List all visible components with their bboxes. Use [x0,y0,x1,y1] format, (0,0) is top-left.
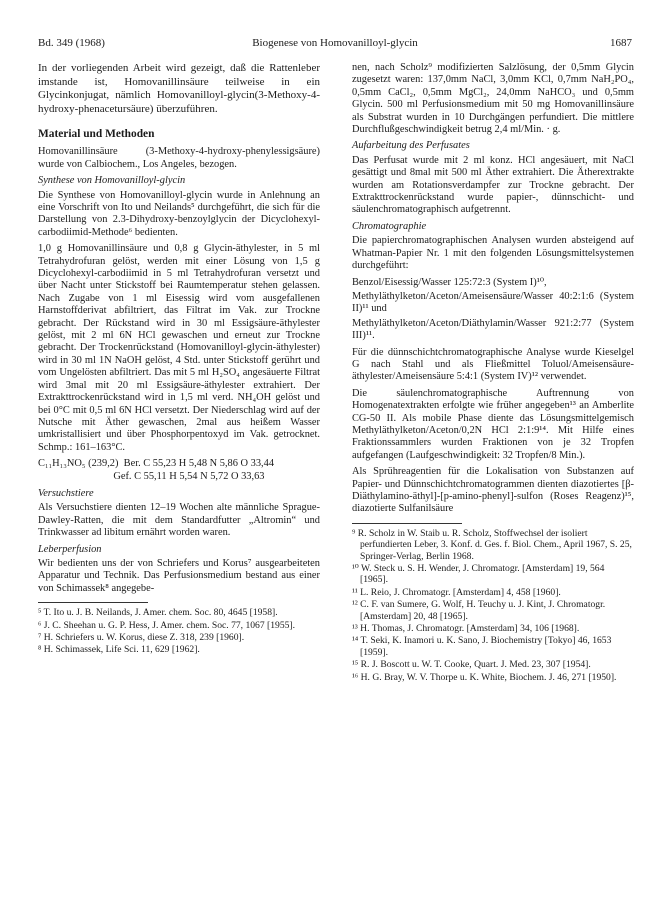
footnote: ¹⁶ H. G. Bray, W. V. Thorpe u. K. White, Biochem. J. 46, 271 [1950]. [352,671,617,683]
perfusion-medium-paragraph: nen, nach Scholz⁹ modifizierten Salzlösung, der 0,5mm Glycin zugesetzt waren: 137,0mm NaCl, 3,0mm KCl, 0,7mm NaH₂PO₄, 0,5mm CaCl₂, 0,5mm MgCl₂, 24,0mm NaHCO₃ und 0,5mm Glycin. 500 ml Perfusionsmedium mit 50 mg Homovanillinsäure als Substrat wurden in 10 Durchgängen perfundiert. Die mittlere Durchflußgeschwindigkeit betrug 2,4 ml/Min. · g. [352,62,634,136]
footnote: ⁸ H. Schimassek, Life Sci. 11, 629 [1962]. [38,644,200,656]
running-header [38,36,632,52]
chromatographie-paragraph-2: Für die dünnschichtchromatographische Analyse wurde Kieselgel G nach Stahl und als Fließmittel Toluol/Ameisensäure-äthylester/Ameisensäure 5:4:1 (System IV)¹² verwendet. [352,346,634,383]
chromatographie-paragraph-4: Als Sprühreagentien für die Lokalisation von Substanzen auf Papier- und Dünnschichtchromatogrammen dienten diazotiertes [β-Diäthylamino-äthyl]-[p-amino-phenyl]-sulfon (Roses Reagenz)¹⁵, diazotierte Sulfanilsäure [352,466,634,515]
footnote: ⁷ H. Schriefers u. W. Korus, diese Z. 318, 239 [1960]. [38,632,245,643]
aufarbeitung-paragraph: Das Perfusat wurde mit 2 ml konz. HCl angesäuert, mit NaCl gesättigt und 8mal mit 500 ml Äther extrahiert. Die Ätherextrakte wurden am Rotationsverdampfer zur Trockne gebracht. Der Extrakttrockenrückstand wurde papier-, dünnschicht- und säulenchromatographisch aufgetrennt. [352,154,634,216]
footnotes-right [352,528,634,683]
footnote: ⁶ J. C. Sheehan u. G. P. Hess, J. Amer. chem. Soc. 77, 1067 [1955]. [38,619,296,631]
footnote: ¹⁵ R. J. Boscott u. W. T. Cooke, Quart. J. Med. 23, 307 [1954]. [352,659,591,671]
footnote: ⁹ R. Scholz in W. Staib u. R. Scholz, Stoffwechsel der isoliert perfundierten Leber, 3. Konf. d. Ges. f. Biol. Chem., April 1967, S. 25, Springer-Verlag, Berlin 1968. [352,527,632,562]
intro-paragraph: In der vorliegenden Arbeit wird gezeigt, daß die Rattenleber imstande ist, Homovanillinsäure teilweise in ein Glycinkonjugat, nämlich Homovanilloyl-glycin(3-Methoxy-4-hydroxy-phenacetursäure) überzuführen. [38,62,320,115]
leberperfusion-paragraph: Wir bedienten uns der von Schriefers und Korus⁷ ausgearbeiteten Apparatur und Technik. Das Perfusionsmedium bestand aus einer von Schimassek⁸ angegebe- [38,557,320,594]
subheading-leberperfusion: Leberperfusion [38,543,102,555]
footnote-divider [38,602,148,603]
solvent-system-2: Methyläthylketon/Aceton/Ameisensäure/Wasser 40:2:1:6 (System II)¹¹ und [352,290,634,315]
materials-paragraph: Homovanillinsäure (3-Methoxy-4-hydroxy-phenylessigsäure) wurde von Calbiochem., Los Angeles, bezogen. [38,146,320,170]
footnote: ¹⁴ T. Seki, K. Inamori u. K. Sano, J. Biochemistry [Tokyo] 46, 1653 [1959]. [352,635,612,658]
subheading-versuchstiere: Versuchstiere [38,487,94,499]
formula-calculated: C₁₁H₁₃NO₅ (239,2) Ber. C 55,23 H 5,48 N 5,86 O 33,44 [38,458,275,470]
synthese-paragraph-2: 1,0 g Homovanillinsäure und 0,8 g Glycin-äthylester, in 5 ml Tetrahydrofuran gelöst, werden mit einer Lösung von 1,5 g Dicyclohexyl-carbodiimid in 5 ml Tetrahydrofuran versetzt und über Nacht unter Stickstoff bei Raumtemperatur stehen gelassen. Nach Zugabe von 1 ml Eisessig wird vom ausgefallenen Harnstoffderivat abfiltriert, das Filtrat im Vak. zur Trockne gebracht. Der Rückstand wird in 30 ml Essigsäure-äthylester gelöst, mit 2 ml 6N HCl gewaschen und erneut zur Trockne gebracht. Der Trockenrückstand (Homovanilloyl-glycin-äthylester) wird in 30 ml 1N NaOH gelöst, 4 Std. unter Stickstoff gerührt und vom Ungelösten abfiltriert. Das mit 5 ml H₂SO₄ angesäuerte Filtrat wird 3mal mit 20 ml Essigsäure-äthylester extrahiert. Der Extrakttrockenrückstand wird in 1,5 ml verd. NH₄OH gelöst und bei 0°C mit 0,5 ml 6N HCl versetzt. Der Niederschlag wird auf der Nutsche mit Äther gewaschen, 2mal aus heißem Wasser umkristallisiert und über Phosphorpentoxyd im Vak. getrocknet. Schmp.: 161–163°C. [38,243,320,453]
subheading-synthese: Synthese von Homovanilloyl-glycin [38,175,186,187]
left-column [38,62,320,657]
footnote: ⁵ T. Ito u. J. B. Neilands, J. Amer. chem. Soc. 80, 4645 [1958]. [38,607,278,619]
solvent-system-3: Methyläthylketon/Aceton/Diäthylamin/Wasser 921:2:77 (System III)¹¹. [352,317,634,342]
footnote: ¹³ H. Thomas, J. Chromatogr. [Amsterdam] 34, 106 [1968]. [352,623,580,635]
subheading-aufarbeitung: Aufarbeitung des Perfusates [352,140,470,152]
footnote-divider [352,523,462,524]
chromatographie-paragraph-3: Die säulenchromatographische Auftrennung von Homogenatextrakten erfolgte wie früher angegeben¹³ an Amberlite CG-50 II. Als mobile Phase diente das Lösungsmittelgemisch Methyläthylketon/Aceton/0,2N HCl 2:1:9¹⁴. Mit Hilfe eines Fraktionssammlers wurden Fraktionen von je 32 Tropfen aufgefangen (Laufgeschwindigkeit: 32 Tropfen/8 Min.). [352,387,634,461]
elemental-analysis [38,458,320,483]
footnote: ¹¹ L. Reio, J. Chromatogr. [Amsterdam] 4, 458 [1960]. [352,586,561,598]
section-heading: Material und Methoden [38,128,155,141]
versuchstiere-paragraph: Als Versuchstiere dienten 12–19 Wochen alte männliche Sprague-Dawley-Ratten, die mit dem Standardfutter „Altromin“ und Trinkwasser ad libitum ernährt worden waren. [38,502,320,539]
footnote: ¹² C. F. van Sumere, G. Wolf, H. Teuchy u. J. Kint, J. Chromatogr. [Amsterdam] 20, 48 [1965]. [352,599,606,622]
footnote: ¹⁰ W. Steck u. S. H. Wender, J. Chromatogr. [Amsterdam] 19, 564 [1965]. [352,563,605,586]
synthese-paragraph-1: Die Synthese von Homovanilloyl-glycin wurde in Anlehnung an eine Vorschrift von Ito und Neilands⁵ durchgeführt, die sich für die Darstellung von 2.3-Dihydroxy-benzoylglycin der Dicyclohexyl-carbodiimid-Methode⁶ bedienten. [38,189,320,238]
chromatographie-paragraph-1: Die papierchromatographischen Analysen wurden absteigend auf Whatman-Papier Nr. 1 mit den folgenden Lösungsmittelsystemen durchgeführt: [352,235,634,272]
volume-info: Bd. 349 (1968) [38,37,105,49]
footnotes-left [38,607,320,656]
running-title: Biogenese von Homovanilloyl-glycin [252,37,418,49]
page-number: 1687 [610,37,632,49]
right-column [352,62,634,684]
formula-found: Gef. C 55,11 H 5,54 N 5,72 O 33,63 [38,470,265,482]
subheading-chromatographie: Chromatographie [352,220,427,232]
solvent-system-1: Benzol/Eisessig/Wasser 125:72:3 (System I)¹⁰, [352,276,547,288]
